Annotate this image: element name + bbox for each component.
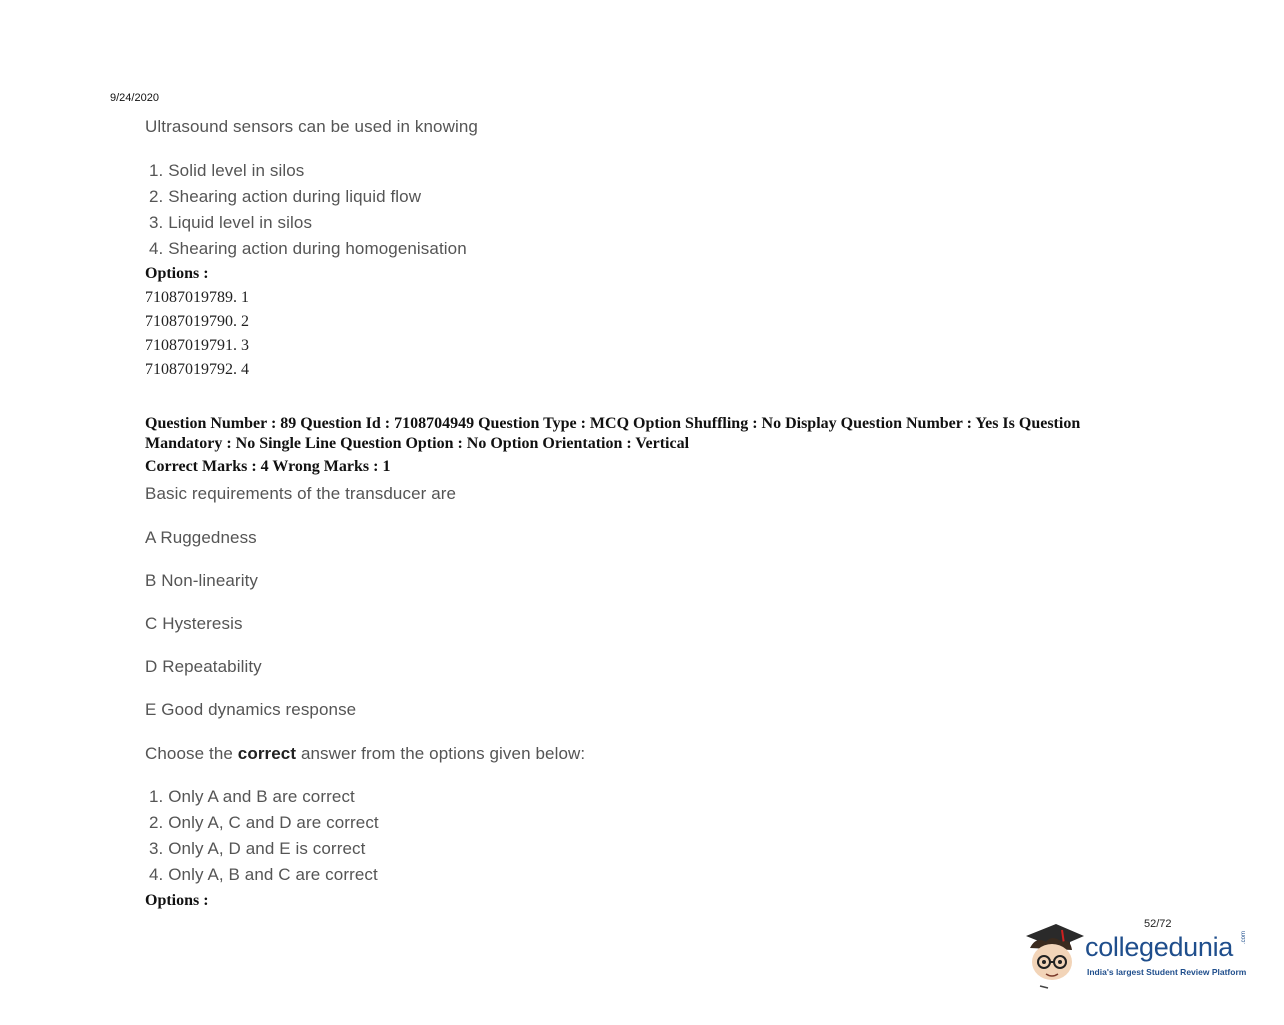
option-line: 71087019791. 3 (145, 337, 249, 354)
marks-line: Correct Marks : 4 Wrong Marks : 1 (145, 458, 391, 475)
statement-item: D Repeatability (145, 657, 262, 676)
option-line: 71087019790. 2 (145, 313, 249, 330)
list-item: 3. Only A, D and E is correct (149, 839, 366, 858)
brand-name: collegedunia (1085, 932, 1234, 962)
list-item: 2. Only A, C and D are correct (149, 813, 379, 832)
list-item: 3. Liquid level in silos (149, 213, 313, 232)
option-line: 71087019792. 4 (145, 361, 249, 378)
list-item: 4. Shearing action during homogenisation (149, 239, 467, 258)
statement-item: E Good dynamics response (145, 700, 357, 719)
list-item: 4. Only A, B and C are correct (149, 865, 378, 884)
question-meta: Question Number : 89 Question Id : 7108704949 Question Type : MCQ Option Shuffling : No Display Question Number : Yes Is Question Mandatory : No Single Line Question Option : No Option Orientation : Vertical (145, 415, 1081, 452)
question-stem: Ultrasound sensors can be used in knowing (145, 117, 478, 136)
brand-suffix: .com (1241, 930, 1247, 944)
options-label: Options : (145, 892, 209, 909)
list-item: 1. Only A and B are correct (149, 787, 355, 806)
brand-tagline: India's largest Student Review Platform (1087, 967, 1247, 977)
instruction-prefix: Choose the (145, 744, 238, 763)
instruction-suffix: answer from the options given below: (296, 744, 586, 763)
instruction-emphasis: correct (237, 744, 297, 763)
question-stem: Basic requirements of the transducer are (145, 484, 457, 503)
logo-mascot-icon (1022, 918, 1088, 990)
list-item: 2. Shearing action during liquid flow (149, 187, 422, 206)
statement-item: A Ruggedness (145, 528, 257, 547)
option-line: 71087019789. 1 (145, 289, 249, 306)
list-item: 1. Solid level in silos (149, 161, 305, 180)
statement-item: C Hysteresis (145, 614, 243, 633)
instruction-line (145, 744, 585, 764)
print-date: 9/24/2020 (110, 92, 159, 104)
page-number: 52/72 (1144, 918, 1172, 930)
options-label: Options : (145, 265, 209, 282)
statement-item: B Non-linearity (145, 571, 258, 590)
